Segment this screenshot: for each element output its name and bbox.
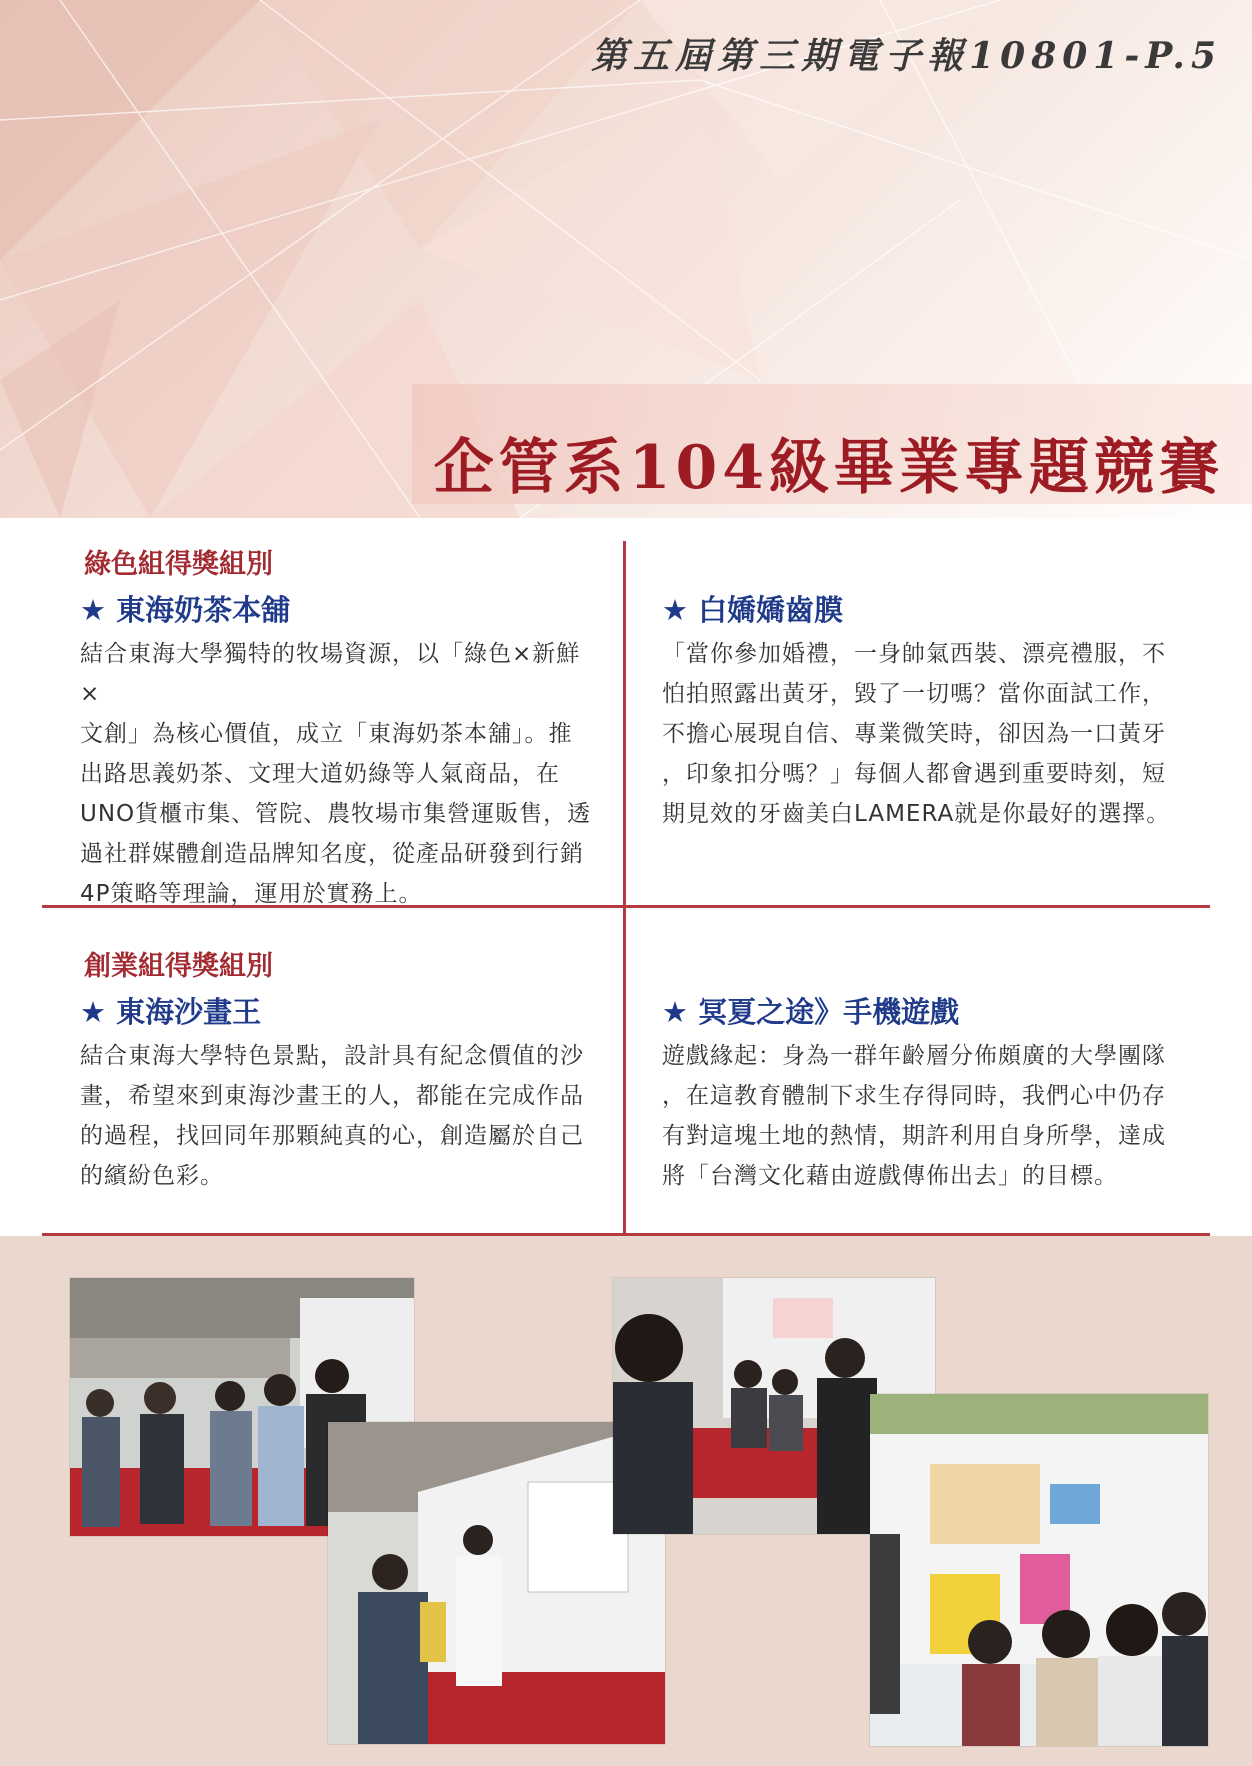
item-body-sand-art xyxy=(80,1036,600,1196)
item-title-sand-art: ★ 東海沙畫王 xyxy=(80,995,262,1029)
item-title-teeth-strip: ★ 白嬌嬌齒膜 xyxy=(662,593,844,627)
photo-collage xyxy=(0,1236,1252,1766)
item-title-milk-tea: ★ 東海奶茶本舖 xyxy=(80,593,291,627)
text-line: 文創」為核心價值，成立「東海奶茶本舖」。推 xyxy=(80,721,573,747)
item-body-teeth-strip xyxy=(662,634,1192,834)
section-heading-green: 綠色組得獎組別 xyxy=(84,549,273,580)
item-body-mobile-game xyxy=(662,1036,1192,1196)
page-title: 企管系104級畢業專題競賽 xyxy=(433,433,1224,503)
text-line: 過社群媒體創造品牌知名度，從產品研發到行銷 xyxy=(80,841,584,867)
text-line: 「當你參加婚禮，一身帥氣西裝、漂亮禮服，不 xyxy=(662,641,1166,667)
text-line: 期見效的牙齒美白LAMERA就是你最好的選擇。 xyxy=(662,801,1171,827)
issue-label: 第五屆第三期電子報10801-P.5 xyxy=(591,35,1222,77)
text-line: 不擔心展現自信、專業微笑時，卻因為一口黃牙 xyxy=(662,721,1166,747)
text-line: 結合東海大學獨特的牧場資源，以「綠色×新鮮× xyxy=(80,641,581,707)
text-line: 4P策略等理論，運用於實務上。 xyxy=(80,881,423,907)
text-line: 出路思義奶茶、文理大道奶綠等人氣商品，在 xyxy=(80,761,560,787)
text-line: ，印象扣分嗎？」每個人都會遇到重要時刻，短 xyxy=(662,761,1166,787)
text-line: 結合東海大學特色景點，設計具有紀念價值的沙 xyxy=(80,1043,584,1069)
text-line: 畫，希望來到東海沙畫王的人，都能在完成作品 xyxy=(80,1083,584,1109)
item-title-mobile-game: ★ 冥夏之途》手機遊戲 xyxy=(662,995,960,1029)
text-line: ，在這教育體制下求生存得同時，我們心中仍存 xyxy=(662,1083,1166,1109)
text-line: 有對這塊土地的熱情，期許利用自身所學，達成 xyxy=(662,1123,1166,1149)
text-line: 遊戲緣起：身為一群年齡層分佈頗廣的大學團隊 xyxy=(662,1043,1166,1069)
text-line: 怕拍照露出黃牙，毀了一切嗎？當你面試工作， xyxy=(662,681,1166,707)
header-banner xyxy=(0,0,1252,518)
text-line: UNO貨櫃市集、管院、農牧場市集營運販售，透 xyxy=(80,801,592,827)
vertical-divider xyxy=(623,541,626,1234)
text-line: 的繽紛色彩。 xyxy=(80,1163,224,1189)
event-photo-game-booth xyxy=(870,1394,1208,1746)
text-line: 的過程，找回同年那顆純真的心，創造屬於自己 xyxy=(80,1123,584,1149)
item-body-milk-tea xyxy=(80,634,600,914)
section-heading-startup: 創業組得獎組別 xyxy=(84,951,273,982)
text-line: 將「台灣文化藉由遊戲傳佈出去」的目標。 xyxy=(662,1163,1118,1189)
